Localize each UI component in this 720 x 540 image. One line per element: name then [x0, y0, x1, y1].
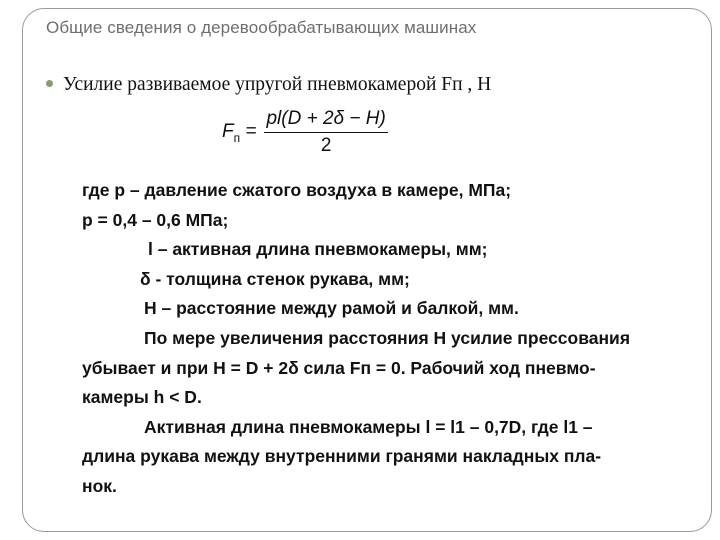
text-line: где p – давление сжатого воздуха в камере, МПа; — [82, 180, 512, 200]
slide-title: Общие сведения о деревообрабатывающих машинах — [46, 18, 477, 37]
text-line: нок. — [82, 475, 117, 496]
formula-fraction — [264, 108, 387, 157]
bullet-dot-icon — [46, 80, 53, 87]
text-line: длина рукава между внутренними гранями накладных пла- — [82, 446, 602, 467]
text-line: убывает и при H = D + 2δ сила Fп = 0. Рабочий ход пневмо- — [82, 357, 596, 378]
text-line: l – активная длина пневмокамеры, мм; — [148, 239, 488, 260]
formula-numerator: pl(D + 2δ − H) — [264, 108, 387, 133]
formula-lhs: $F_п$ = — [222, 120, 257, 145]
text-line: H – расстояние между рамой и балкой, мм. — [144, 298, 519, 319]
force-formula — [222, 108, 388, 157]
text-line: По мере увеличения расстояния H усилие прессования — [144, 327, 631, 348]
text-line: камеры h < D. — [82, 387, 202, 408]
text-line: δ - толщина стенок рукава, мм; — [140, 268, 410, 289]
bullet-item — [46, 74, 491, 96]
formula-denominator: 2 — [320, 135, 332, 156]
explanation-text — [82, 176, 652, 502]
text-line: Активная длина пневмокамеры l = l1 – 0,7D, где l1 – — [144, 416, 593, 437]
text-line: p = 0,4 – 0,6 МПа; — [82, 209, 229, 230]
bullet-text: Усилие развиваемое упругой пневмокамерой Fп , Н — [63, 74, 492, 95]
